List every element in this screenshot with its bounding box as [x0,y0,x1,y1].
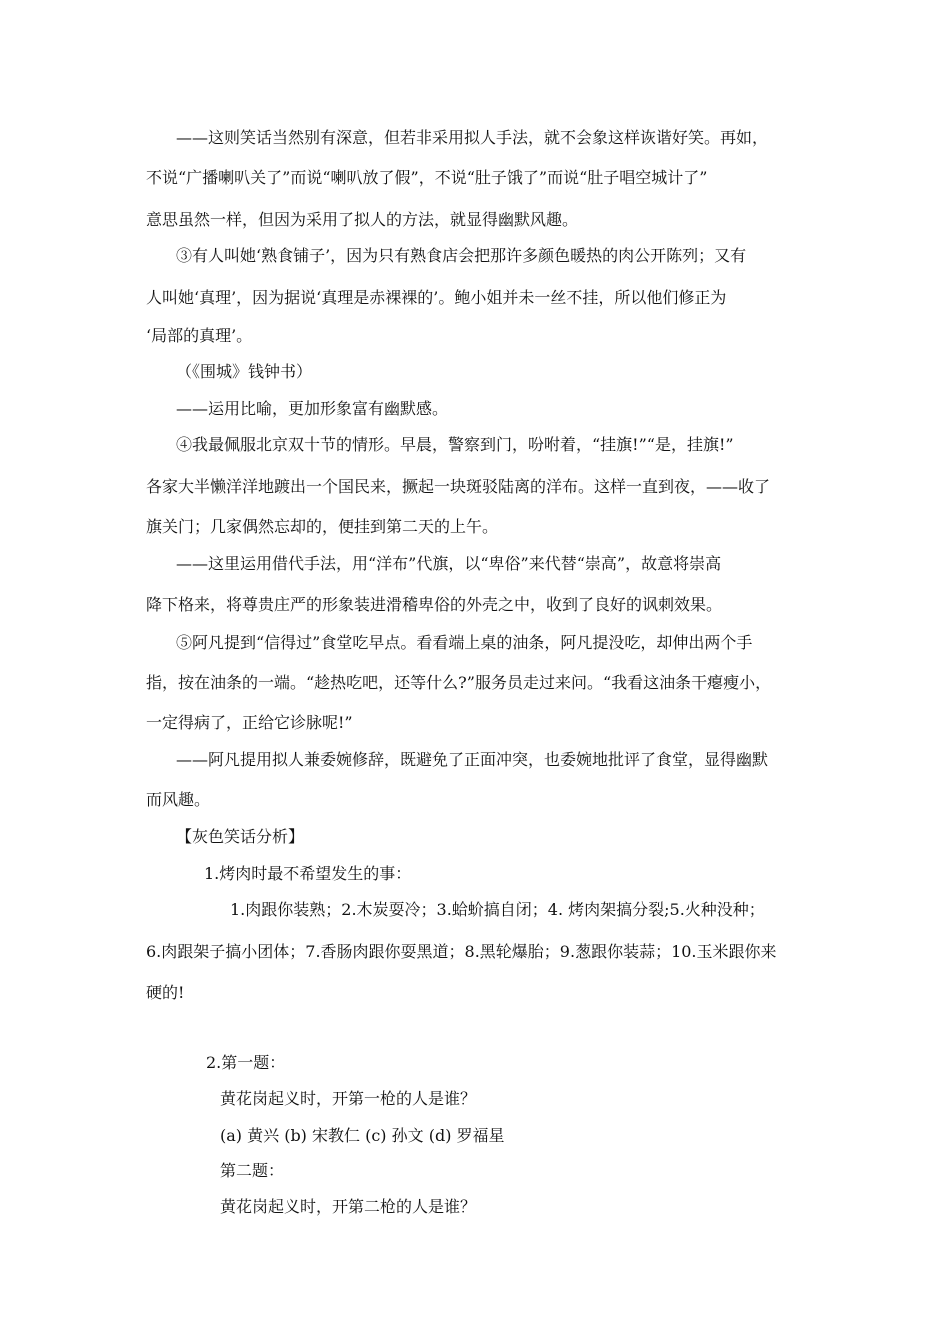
text-line: ⑤阿凡提到“信得过”食堂吃早点。看看端上桌的油条，阿凡提没吃，却伸出两个手 [176,633,753,652]
text-line: 各家大半懒洋洋地踱出一个国民来，撅起一块斑驳陆离的洋布。这样一直到夜，——收了 [146,477,771,496]
question-text: 黄花岗起义时，开第一枪的人是谁？ [220,1089,477,1108]
text-line: 而风趣。 [146,790,211,809]
text-line: ——运用比喻，更加形象富有幽默感。 [176,399,449,418]
list-heading: 1.烤肉时最不希望发生的事： [204,864,412,883]
text-line: 不说“广播喇叭关了”而说“喇叭放了假”，不说“肚子饿了”而说“肚子唱空城计了” [146,168,708,187]
text-line: 降下格来，将尊贵庄严的形象装进滑稽卑俗的外壳之中，收到了良好的讽刺效果。 [146,595,723,614]
text-line: 6.肉跟架子搞小团体；7.香肠肉跟你耍黑道；8.黑轮爆胎；9.葱跟你装蒜；10.玉米跟你来 [146,942,777,961]
text-line: 1.肉跟你装熟；2.木炭耍冷；3.蛤蚧搞自闭；4. 烤肉架搞分裂;5.火种没种； [230,900,765,919]
citation: （《围城》钱钟书） [176,362,313,381]
text-line: ——这则笑话当然别有深意，但若非采用拟人手法，就不会象这样诙谐好笑。再如， [176,128,769,147]
text-line: 人叫她‘真理’，因为据说‘真理是赤裸裸的’。鲍小姐并未一丝不挂，所以他们修正为 [146,288,727,307]
question-text: 黄花岗起义时，开第二枪的人是谁？ [220,1197,477,1216]
text-line: 意思虽然一样，但因为采用了拟人的方法，就显得幽默风趣。 [146,210,579,229]
question-options: (a) 黄兴 (b) 宋教仁 (c) 孙文 (d) 罗福星 [220,1126,505,1145]
section-heading: 【灰色笑话分析】 [176,827,305,846]
text-line: 指，按在油条的一端。“趁热吃吧，还等什么?”服务员走过来问。“我看这油条干瘪瘦小， [146,673,772,692]
text-line: ——阿凡提用拟人兼委婉修辞，既避免了正面冲突，也委婉地批评了食堂，显得幽默 [176,750,769,769]
text-line: ‘局部的真理’。 [146,326,253,345]
text-line: ③有人叫她‘熟食铺子’，因为只有熟食店会把那许多颜色暖热的肉公开陈列；又有 [176,246,747,265]
question-heading: 第二题： [220,1161,285,1180]
list-heading: 2.第一题： [206,1053,286,1072]
text-line: ——这里运用借代手法，用“洋布”代旗，以“卑俗”来代替“崇高”，故意将崇高 [176,554,722,573]
text-line: 一定得病了，正给它诊脉呢!” [146,713,353,732]
text-line: ④我最佩服北京双十节的情形。早晨，警察到门，吩咐着，“挂旗!”“是，挂旗!” [176,435,734,454]
text-line: 硬的! [146,983,185,1002]
text-line: 旗关门；几家偶然忘却的，便挂到第二天的上午。 [146,517,499,536]
